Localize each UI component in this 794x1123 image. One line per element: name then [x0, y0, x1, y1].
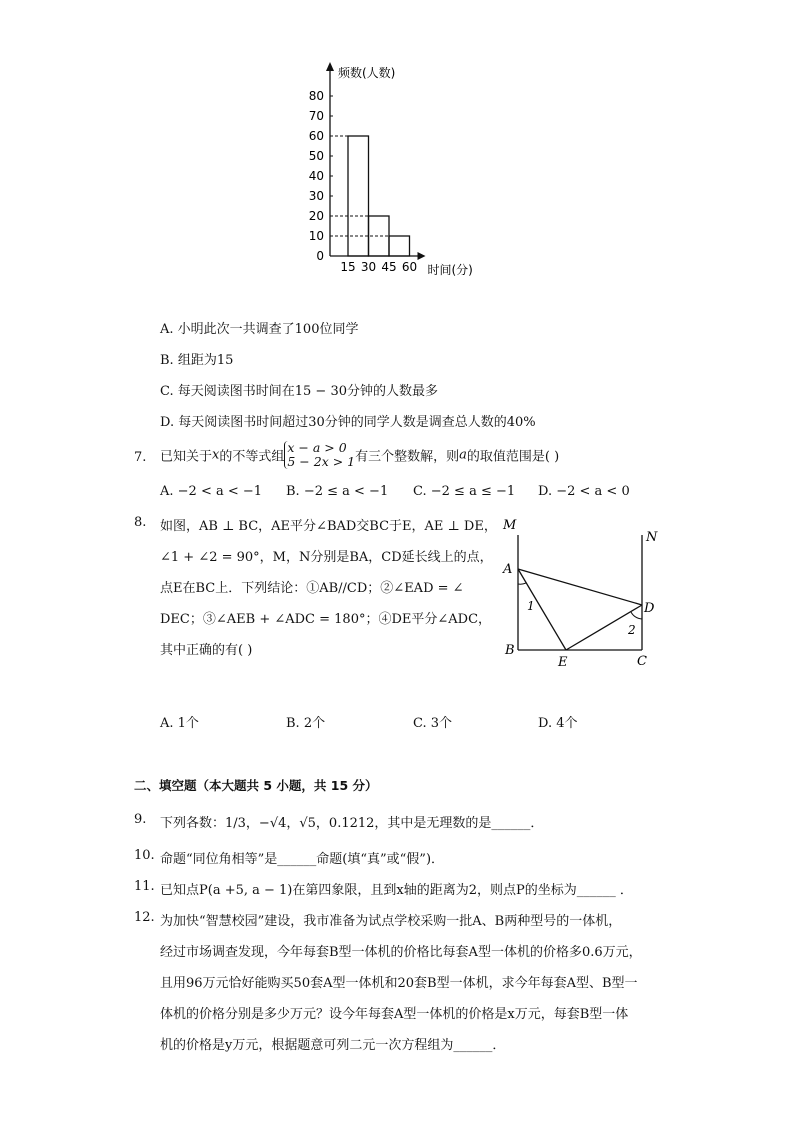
q7-option-a[interactable]: A. −2 < a < −1: [160, 484, 263, 499]
q7-var-x: x: [212, 447, 220, 463]
q12-line-3: 且用96万元恰好能购买50套A型一体机和20套B型一体机，求今年每套A型、B型一: [160, 976, 638, 991]
label-b: B: [505, 643, 515, 658]
q12-line-5: 机的价格是y万元，根据题意可列二元一次方程组为______．: [160, 1038, 506, 1053]
histogram-bar-1: [348, 136, 369, 256]
q6-option-b[interactable]: B. 组距为15: [160, 353, 234, 368]
x-tick-label-15: 15: [340, 260, 356, 274]
label-a: A: [503, 562, 513, 577]
angle-1-arc: [518, 583, 526, 584]
y-axis-title: 频数(人数): [338, 66, 396, 80]
x-tick-label-30: 30: [360, 260, 377, 274]
label-n: N: [646, 530, 658, 545]
y-axis-arrow: [326, 62, 334, 71]
q11-number: 11.: [134, 879, 155, 894]
q9-text: 下列各数：1/3，−√4，√5，0.1212，其中是无理数的是______．: [160, 816, 544, 831]
label-d: D: [644, 601, 655, 616]
q7-inequality-2: 5 − 2x > 1: [287, 454, 356, 469]
q10-text: 命题“同位角相等”是______命题(填“真”或“假”)．: [160, 852, 445, 867]
y-tick-label-80: 80: [308, 89, 324, 103]
y-tick-label-0: 0: [316, 249, 324, 263]
x-tick-label-45: 45: [381, 260, 397, 274]
q7-option-c[interactable]: C. −2 ≤ a ≤ −1: [413, 484, 516, 499]
q6-option-c[interactable]: C. 每天阅读图书时间在15 − 30分钟的人数最多: [160, 384, 438, 399]
y-tick-label-70: 70: [308, 109, 324, 123]
q8-line-4: DEC；③∠AEB + ∠ADC = 180°；④DE平分∠ADC，: [160, 612, 492, 627]
y-tick-label-60: 60: [308, 129, 324, 143]
q7-stem-post: 有三个整数解，则: [355, 449, 460, 465]
q12-number: 12.: [134, 910, 155, 925]
q9-number: 9.: [134, 812, 147, 827]
q12-line-2: 经过市场调查发现，今年每套B型一体机的价格比每套A型一体机的价格多0.6万元，: [160, 945, 642, 960]
q12-line-4: 体机的价格分别是多少万元？设今年每套A型一体机的价格是x万元，每套B型一体: [160, 1007, 629, 1022]
q6-option-a[interactable]: A. 小明此次一共调查了100位同学: [160, 322, 359, 337]
q7-option-d[interactable]: D. −2 < a < 0: [538, 484, 630, 499]
q8-geometry-figure: [495, 515, 670, 675]
histogram-chart: [300, 55, 500, 285]
q7-stem-post2: 的取值范围是( ): [466, 449, 560, 465]
q8-line-2: ∠1 + ∠2 = 90°，M，N分别是BA，CD延长线上的点，: [160, 550, 493, 565]
label-angle-1: 1: [527, 599, 535, 613]
angle-2-arc: [631, 612, 642, 619]
q10-number: 10.: [134, 848, 155, 863]
q7-stem: [160, 441, 559, 475]
q8-line-1: 如图，AB ⊥ BC，AE平分∠BAD交BC于E，AE ⊥ DE，: [160, 519, 497, 534]
q7-stem-mid: 的不等式组: [219, 449, 285, 465]
histogram-bar-3: [389, 236, 410, 256]
x-tick-label-60: 60: [401, 260, 418, 274]
y-tick-label-20: 20: [308, 209, 324, 223]
q7-var-a: a: [459, 447, 467, 463]
q7-inequality-system: [284, 441, 355, 469]
q8-number: 8.: [134, 515, 147, 530]
q8-option-c[interactable]: C. 3个: [413, 716, 453, 731]
q8-option-a[interactable]: A. 1个: [160, 716, 199, 731]
label-angle-2: 2: [628, 623, 636, 637]
q6-option-d[interactable]: D. 每天阅读图书时间超过30分钟的同学人数是调查总人数的40%: [160, 415, 536, 430]
y-tick-label-30: 30: [308, 189, 324, 203]
q8-option-d[interactable]: D. 4个: [538, 716, 578, 731]
label-m: M: [503, 518, 517, 533]
y-tick-label-40: 40: [308, 169, 324, 183]
x-axis-arrow: [418, 252, 426, 260]
q8-option-b[interactable]: B. 2个: [286, 716, 326, 731]
q11-text: 已知点P(a +5, a − 1)在第四象限，且到x轴的距离为2，则点P的坐标为______ ．: [160, 883, 633, 898]
q7-inequality-1: x − a > 0: [287, 440, 347, 455]
section-2-title: 二、填空题（本大题共 5 小题，共 15 分）: [134, 778, 378, 793]
label-e: E: [558, 655, 568, 670]
q7-option-b[interactable]: B. −2 ≤ a < −1: [286, 484, 389, 499]
q8-line-3: 点E在BC上．下列结论：①AB//CD；②∠EAD = ∠: [160, 581, 464, 596]
q12-line-1: 为加快“智慧校园”建设，我市准备为试点学校采购一批A、B两种型号的一体机，: [160, 914, 622, 929]
q8-line-5: 其中正确的有( ): [160, 643, 253, 658]
y-tick-label-10: 10: [308, 229, 324, 243]
q7-stem-pre: 已知关于: [160, 449, 213, 465]
q7-number: 7.: [134, 450, 147, 465]
x-axis-title: 时间(分): [427, 263, 473, 277]
label-c: C: [637, 654, 647, 669]
y-tick-label-50: 50: [308, 149, 324, 163]
